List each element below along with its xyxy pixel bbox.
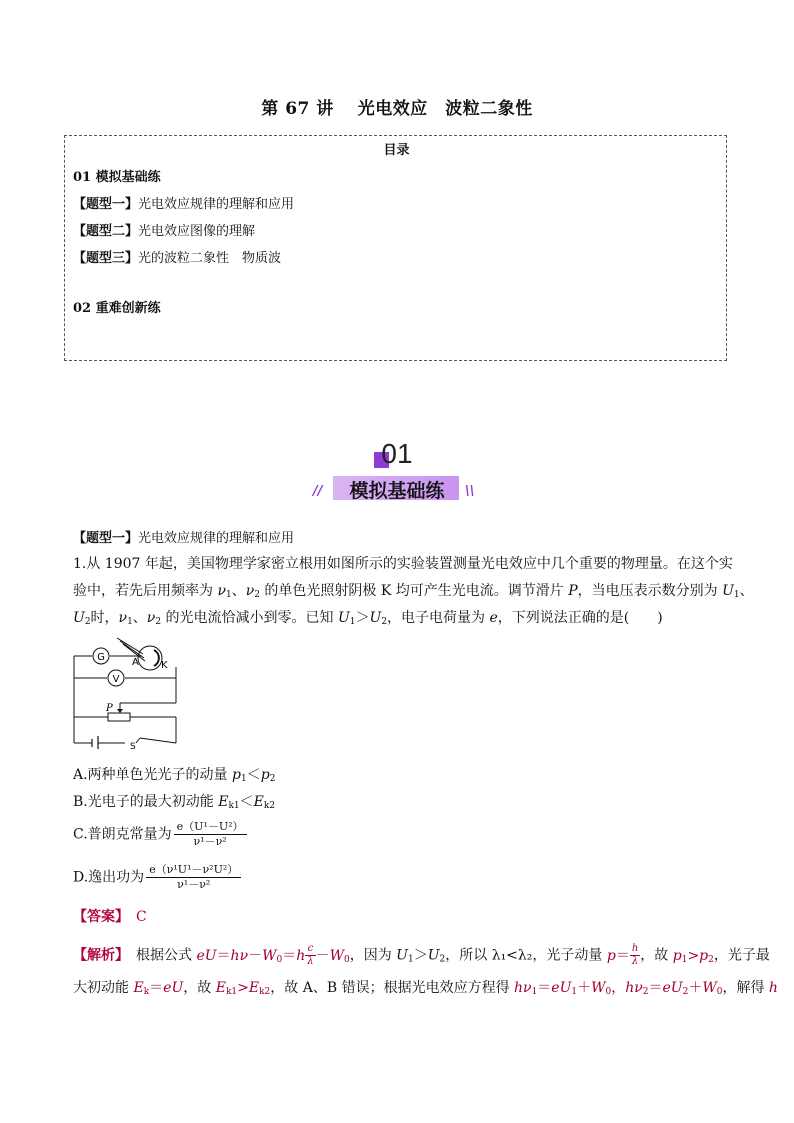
cathode-k-shape [154, 650, 159, 666]
section-name: 模拟基础练 [349, 480, 445, 502]
slash-left-decoration: // [313, 484, 323, 499]
option-c[interactable]: C.普朗克常量为 $\frac{\text{e（U¹－U²）}}{\text{ν¹－ν²}}$ [73, 820, 247, 849]
section-number: 01 [381, 438, 413, 469]
question-line-2: 验中，若先后用频率为 $\nu_1$、$\nu_2$ 的单色光照射阴极 K 均可产生光电流。调节滑片 P，当电压表示数分别为 $U_1$、 [73, 583, 754, 600]
option-c-fraction: $\frac{\text{e（U¹－U²）}}{\text{ν¹－ν²}}$ [174, 820, 247, 849]
label-V: V [112, 674, 120, 685]
answer-line [73, 906, 147, 926]
toc-heading: 目录 [383, 143, 410, 158]
label-P: P [106, 703, 113, 714]
option-d-fraction: $\frac{\text{e（ν¹U¹－ν²U²）}}{\text{ν¹－ν²}}$ [146, 863, 241, 892]
slash-right-decoration: \\ [465, 484, 475, 499]
analysis-line-1: 【解析】 根据公式 $eU=h\nu-W_0=h$ $\frac{c}{\lambda}$ $-W_0$，因为 $U_1>U_2$，所以 λ₁<λ₂，光子动量 p＝ $\frac{h}{\lambda}$ ，故 $p_1>p_2$，光子最 [73, 943, 770, 967]
label-S: S [130, 742, 136, 749]
question-type-title: 【题型一】光电效应规律的理解和应用 [73, 531, 295, 546]
label-K: K [161, 660, 168, 671]
label-A: A [132, 657, 139, 668]
toc-item-type2[interactable]: 【题型二】光电效应图像的理解 [73, 224, 256, 239]
analysis-label: 【解析】 [73, 947, 122, 964]
slider-arrow-icon [117, 709, 123, 713]
photoelectric-circuit-diagram [70, 637, 182, 749]
answer-label: 【答案】 [73, 909, 122, 925]
analysis-line-2: 大初动能 $E_k=eU$，故 $E_{k1}>E_{k2}$，故 A、B 错误；根据光电效应方程得 $h\nu_1=eU_1+W_0$，$h\nu_2=eU_2+W_0$，解得 h [73, 980, 778, 997]
page-title: 第 67 讲 光电效应 波粒二象性 [261, 99, 533, 119]
answer-value: C [136, 909, 147, 925]
question-line-3: $U_2$时，$\nu_1$、$\nu_2$ 的光电流恰减小到零。已知 $U_1>U_2$，电子电荷量为 e，下列说法正确的是( ) [73, 610, 663, 627]
toc-item-type1[interactable]: 【题型一】光电效应规律的理解和应用 [73, 197, 295, 212]
label-G: G [97, 652, 105, 663]
table-of-contents [64, 135, 727, 361]
section-banner [0, 436, 794, 506]
toc-item-basic[interactable]: 01 模拟基础练 [73, 170, 161, 185]
question-line-1: 1.从 1907 年起，美国物理学家密立根用如图所示的实验装置测量光电效应中几个重要的物理量。在这个实 [73, 556, 733, 572]
toc-item-type3[interactable]: 【题型三】光的波粒二象性 物质波 [73, 251, 282, 266]
toc-item-advanced[interactable]: 02 重难创新练 [73, 301, 161, 316]
option-d[interactable]: D.逸出功为 $\frac{\text{e（ν¹U¹－ν²U²）}}{\text{ν¹－ν²}}$ [73, 863, 241, 892]
rheostat-symbol [108, 713, 130, 721]
option-b[interactable]: B.光电子的最大初动能 $E_{k1}<E_{k2}$ [73, 794, 276, 811]
option-a[interactable]: A.两种单色光光子的动量 $p_1<p_2$ [73, 767, 276, 784]
